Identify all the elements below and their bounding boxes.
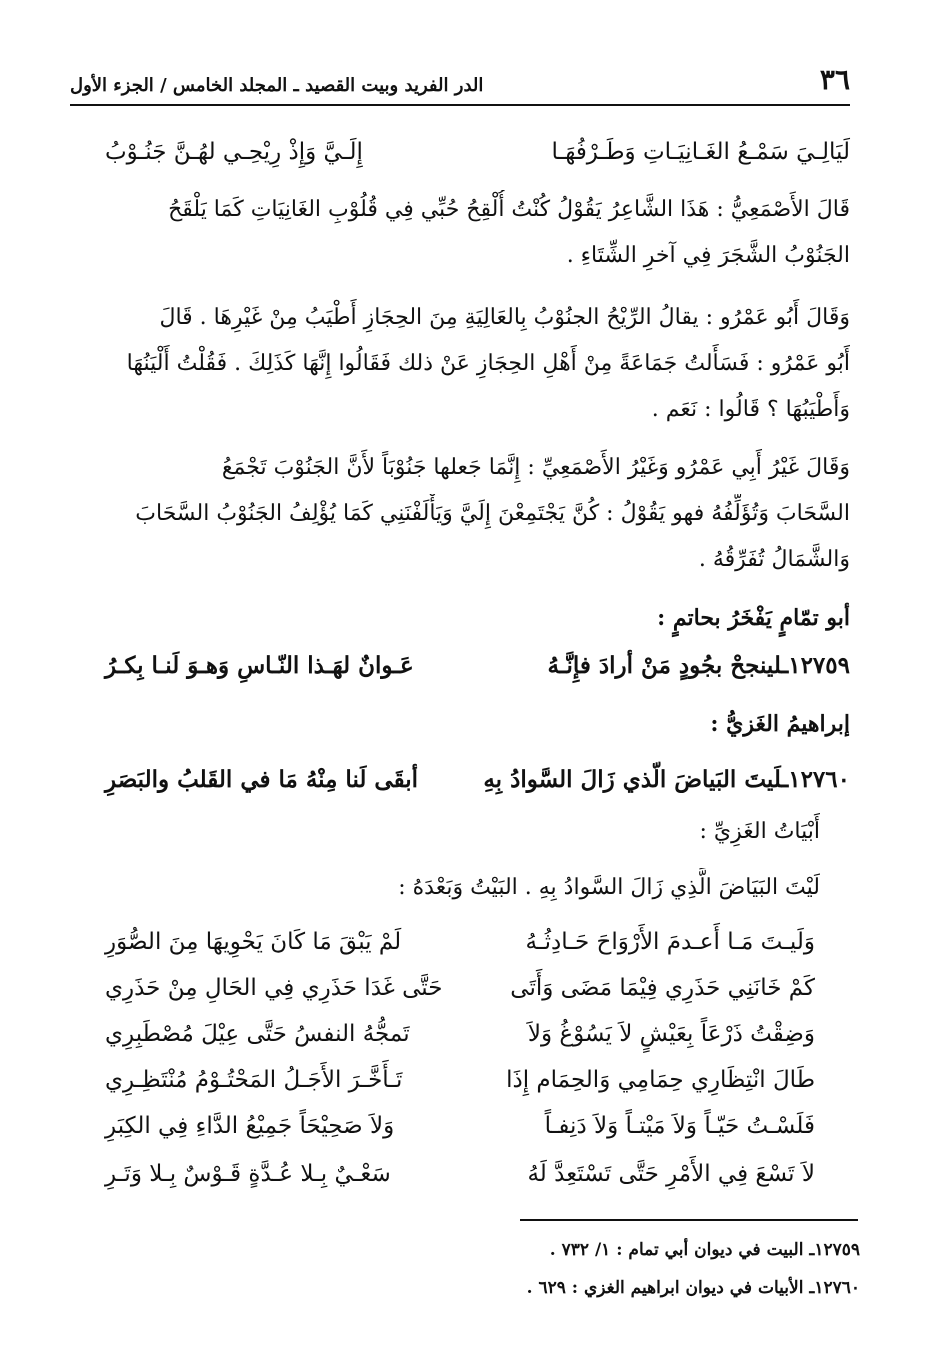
verse-hemistich-left: حَتَّى غَدَا حَذَرِي فِي الحَالِ مِنْ حَذَرِي — [105, 975, 443, 1001]
verse-number: ١٢٧٦٠ـ — [781, 766, 850, 793]
verse-hemistich-left: إِلَـيَّ وَإِذْ رِيْحِـي لهُـنَّ جَنُـوْبُ — [105, 139, 363, 165]
intro-line: لَيْتَ البَيَاضَ الَّذِي زَالَ السَّوادُ بِهِ . البَيْتُ وَبَعْدَهُ : — [398, 875, 820, 900]
verse-hemistich-left: أبقَى لَنا مِنْهُ مَا في القَلبُ والبَصَرِ — [105, 766, 418, 793]
verse-hemistich-right: وَلَيـتَ مَـا أَعـدمَ الأَرْوَاحَ حَـادِثُـهُ — [525, 929, 815, 955]
verse-hemistich-left: تَمجُّهُ النفسُ حَتَّى عِيْلَ مُصْطَبِرِي — [105, 1021, 410, 1047]
poem-verse — [70, 966, 850, 1010]
verse-hemistich-right — [483, 758, 850, 802]
footnote: ١٢٧٦٠ـ الأبيات في ديوان ابراهيم الغزي : ٦٢٩ . — [526, 1278, 860, 1298]
paragraph-line: وَقَالَ أَبُو عَمْرُو : يقالُ الرِّيْحُ الجنُوْبُ بِالعَالِيَةِ مِنَ الحِجَازِ أَطْيَبُ مِنْ غَيْرِهَا . قَالَ — [159, 305, 850, 330]
header-divider — [70, 104, 850, 106]
verse-text: لَيتَ البَياضَ الّذي زَالَ السَّوادُ بِهِ — [483, 766, 782, 793]
verse-hemistich-right — [547, 644, 850, 688]
verse-hemistich-left: وَلاَ صَحِيْحَاً جَمِيْعُ الدَّاءِ فِي الكِبَرِ — [105, 1113, 395, 1139]
numbered-verse — [70, 758, 850, 802]
footnote: ١٢٧٥٩ـ البيت في ديوان أبي تمام : ١/ ٧٣٢ . — [549, 1240, 860, 1260]
numbered-verse — [70, 644, 850, 688]
poem-verse — [70, 920, 850, 964]
section-heading: أبو تمّامٍ يَفْخَرُ بحاتمٍ : — [657, 605, 850, 631]
poem-verse — [70, 1152, 850, 1196]
verse-hemistich-left: سَعْـيٌ بِـلا عُـدَّةٍ قَـوْسٌ بِـلا وَتَـرِ — [105, 1161, 391, 1187]
paragraph-line: وَالشَّمَالُ تُفَرِّقُهُ . — [698, 547, 850, 572]
verse-hemistich-right: لَيَالِـيَ سَمْـعُ الغَـانِيَـاتِ وَطَـرْفُهَـا — [551, 139, 850, 165]
verse-line — [70, 130, 850, 174]
poem-verse — [70, 1012, 850, 1056]
verse-hemistich-right: وَضِقْتُ ذَرْعَاً بِعَيْشٍ لاَ يَسُوْغُ وَلاَ — [527, 1021, 815, 1047]
paragraph-line: الجَنُوْبُ الشَّجَرَ فِي آخرِ الشِّتَاءِ . — [566, 243, 850, 268]
verse-hemistich-left: عَـوانٌ لهَـذا النّـاسِ وَهـوَ لَنـا بِكـرُ — [105, 652, 414, 679]
verse-text: لينجحْ بجُودٍ مَنْ أرادَ فإِنَّـهُ — [547, 652, 782, 679]
verse-hemistich-right: فَلَسْـتُ حَيّـاً وَلاَ مَيْتـاً وَلاَ دَنِفـاً — [544, 1113, 815, 1139]
paragraph-line: السَّحَابَ وَتُؤَلِّفُهُ فهو يَقُوْلُ : كُنَّ يَجْتَمِعْنَ إِلَيَّ وَيَأْلَفْنَنِي كَمَا يُؤْلِفُ الجَنُوْبُ السَّحَابَ — [135, 501, 850, 526]
verse-hemistich-right: طَالَ انْتِظَارِي حِمَامِي وَالحِمَام إِذَا — [506, 1067, 815, 1093]
paragraph-line: وَأَطْيَبُهَا ؟ قَالُوا : نَعَم . — [651, 397, 850, 422]
paragraph-line: قَالَ الأَصْمَعِيُّ : هَذَا الشَّاعِرُ يَقُوْلُ كُنْتُ أُلْقِحُ حُبِّي فِي قُلُوْبِ الغَانِيَاتِ كَمَا يَلْقَحُ — [168, 197, 850, 222]
subheading: أَبْيَاتُ الغَزِيِّ : — [699, 819, 820, 844]
page-number: ٣٦ — [819, 63, 850, 96]
section-heading: إبراهيمُ الغَزيُّ : — [710, 711, 850, 737]
verse-hemistich-left: تَـأَخَّـرَ الأَجَـلُ المَحْتُـوْمُ مُنْتَظِـرِي — [105, 1067, 403, 1093]
footnote-divider — [520, 1219, 858, 1221]
paragraph-line: أَبُو عَمْرُو : فَسَأَلتُ جَمَاعَةً مِنْ أَهْلِ الحِجَازِ عَنْ ذلك فَقَالُوا إِنَّهَا كَذَلِكَ . فَقُلْتُ أَلْيَنُهَا — [126, 351, 850, 376]
running-title: الدر الفريد وبيت القصيد ـ المجلد الخامس / الجزء الأول — [70, 75, 484, 96]
page-header — [70, 56, 850, 96]
verse-number: ١٢٧٥٩ـ — [781, 652, 850, 679]
verse-hemistich-right: كَمْ خَانَنِي حَذَرِي فِيْمَا مَضَى وَأَتَى — [510, 975, 815, 1001]
paragraph-line: وَقَالَ غَيْرُ أَبِي عَمْرُو وَغَيْرُ الأَصْمَعِيِّ : إِنَّمَا جَعلها جَنُوْبَاً لأَنَّ الجَنُوْبَ تَجْمَعُ — [221, 455, 850, 480]
verse-hemistich-right: لاَ تَسْعَ فِي الأَمْرِ حَتَّى تَسْتَعِدَّ لَهُ — [527, 1161, 815, 1187]
poem-verse — [70, 1104, 850, 1148]
verse-hemistich-left: لَمْ يَبْقَ مَا كَانَ يَحْوِيهَا مِنَ الصُّوَرِ — [105, 929, 402, 955]
poem-verse — [70, 1058, 850, 1102]
